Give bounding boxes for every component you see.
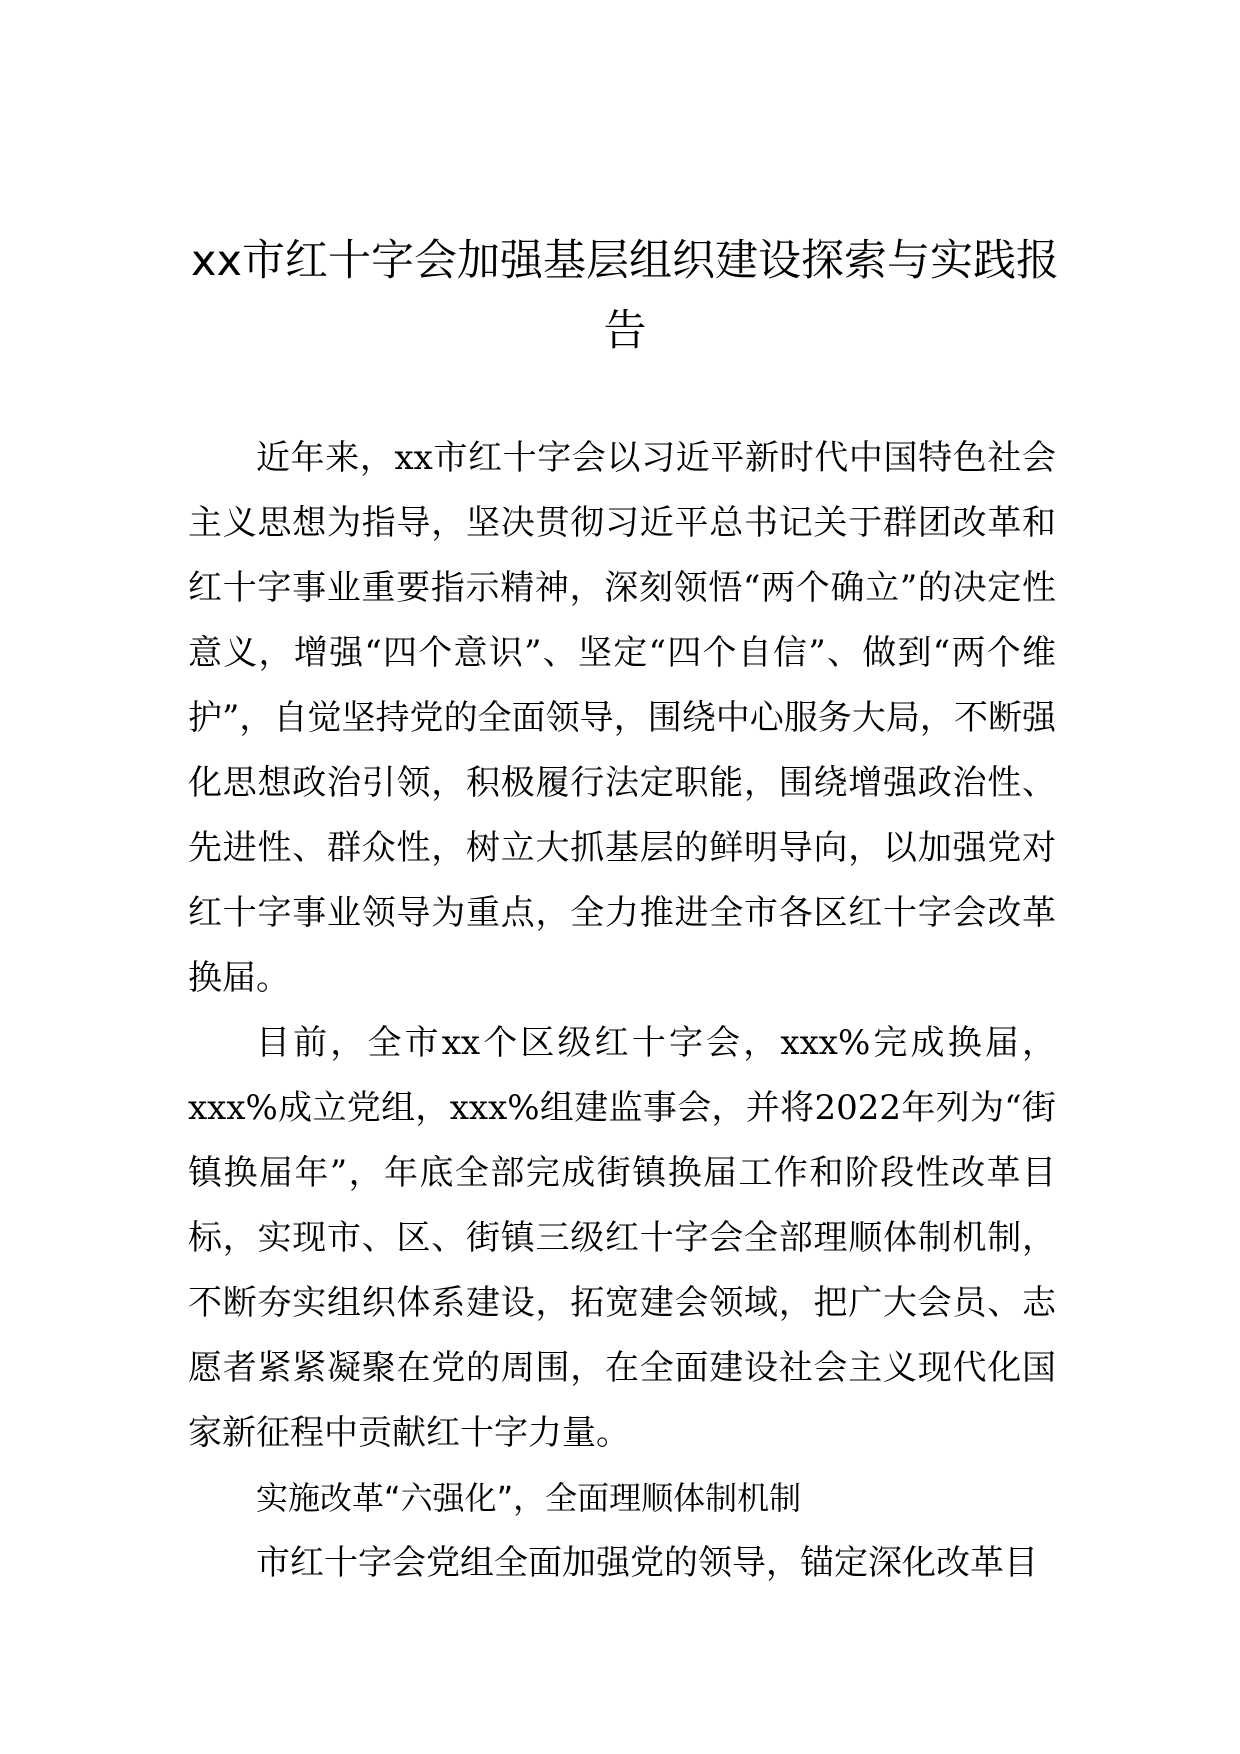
paragraph-trailing: 市红十字会党组全面加强党的领导，锚定深化改革目 bbox=[256, 1543, 1038, 1583]
document-title: xx市红十字会加强基层组织建设探索与实践报告 bbox=[191, 236, 1059, 356]
section-heading: 实施改革“六强化”，全面理顺体制机制 bbox=[256, 1479, 802, 1517]
document-body bbox=[188, 426, 1056, 1596]
paragraph-intro: 近年来，xx市红十字会以习近平新时代中国特色社会主义思想为指导，坚决贯彻习近平总书记关于群团改革和红十字事业重要指示精神，深刻领悟“两个确立”的决定性意义，增强“四个意识”、坚定“四个自信”、做到“两个维护”，自觉坚持党的全面领导，围绕中心服务大局，不断强化思想政治引领，积极履行法定职能，围绕增强政治性、先进性、群众性，树立大抓基层的鲜明导向，以加强党对红十字事业领导为重点，全力推进全市各区红十字会改革换届。 bbox=[188, 438, 1056, 998]
paragraph-current-status: 目前，全市xx个区级红十字会，xxx%完成换届，xxx%成立党组，xxx%组建监事会，并将2022年列为“街镇换届年”，年底全部完成街镇换届工作和阶段性改革目标，实现市、区、街镇三级红十字会全部理顺体制机制，不断夯实组织体系建设，拓宽建会领域，把广大会员、志愿者紧紧凝聚在党的周围，在全面建设社会主义现代化国家新征程中贡献红十字力量。 bbox=[188, 1023, 1056, 1453]
